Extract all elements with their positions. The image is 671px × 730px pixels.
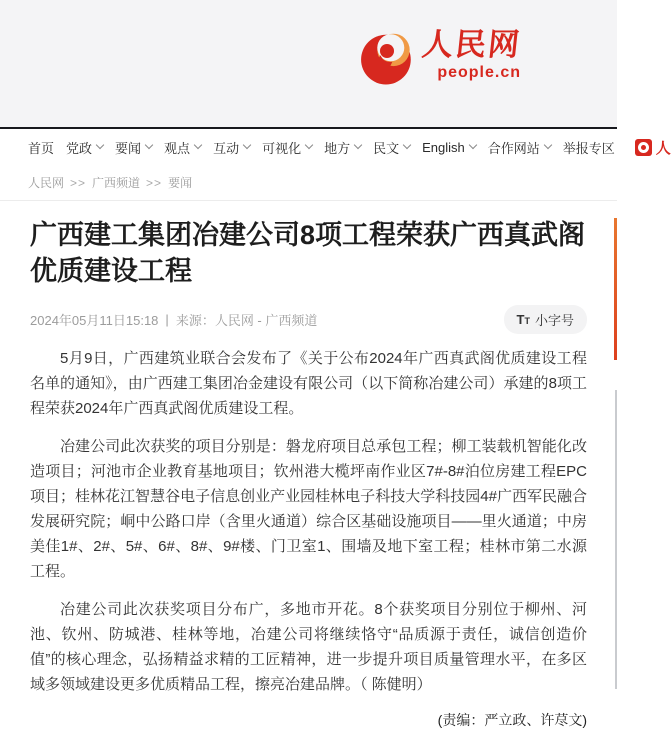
people-cn-mark-icon: [635, 139, 652, 156]
promo-label: 人: [655, 139, 671, 157]
nav-item-party-gov[interactable]: [66, 138, 103, 157]
nav-item-report-zone[interactable]: [563, 138, 615, 157]
breadcrumb-separator: >>: [146, 175, 163, 190]
breadcrumb: [0, 165, 617, 201]
nav-item-label: 可视化: [262, 140, 302, 156]
nav-item-label: 观点: [164, 140, 191, 156]
main-nav: [0, 127, 671, 165]
logo-text-en: people.cn: [437, 64, 521, 81]
breadcrumb-guangxi-channel[interactable]: 广西频道: [92, 176, 141, 190]
chevron-down-icon: [354, 141, 362, 149]
breadcrumb-people-cn[interactable]: 人民网: [28, 176, 65, 190]
nav-item-top-news[interactable]: [115, 138, 152, 157]
right-scrollbar-thumb[interactable]: [614, 218, 617, 360]
nav-item-label: 举报专区: [562, 140, 615, 156]
paragraph: 5月9日，广西建筑业联合会发布了《关于公布2024年广西真武阁优质建设工程名单的通知》，由广西建工集团冶金建设有限公司（以下简称冶建公司）承建的8项工程荣获2024年广西真武阁优质建设工程。: [30, 350, 587, 417]
logo-text-cn: 人民网: [420, 27, 523, 62]
nav-item-label: 民文: [373, 140, 400, 156]
nav-item-label: 互动: [213, 140, 240, 156]
people-app-promo[interactable]: [635, 137, 671, 158]
nav-item-label: 首页: [28, 140, 55, 156]
font-size-button[interactable]: [504, 305, 587, 334]
people-cn-logo-icon: [360, 28, 414, 88]
chevron-down-icon: [243, 141, 251, 149]
nav-item-interaction[interactable]: [213, 138, 250, 157]
nav-item-english[interactable]: [422, 140, 476, 155]
article-meta-row: [30, 305, 587, 334]
nav-item-local[interactable]: [324, 138, 361, 157]
site-header: [0, 0, 617, 127]
chevron-down-icon: [145, 141, 153, 149]
people-cn-logo[interactable]: [360, 28, 521, 88]
nav-item-label: 要闻: [115, 140, 142, 156]
article-title: 广西建工集团冶建公司8项工程荣获广西真武阁优质建设工程: [30, 220, 586, 286]
article-date: 2024年05月11日15:18: [30, 313, 159, 328]
nav-item-visualization[interactable]: [262, 138, 312, 157]
paragraph: 冶建公司此次获奖项目分布广，多地市开花。8个获奖项目分别位于柳州、河池、钦州、防城港、桂林等地，冶建公司将继续恪守“品质源于责任，诚信创造价值”的核心理念，弘扬精益求精的工匠精神，进一步提升项目质量管理水平，在多区域多领域建设更多优质精品工程，擦亮冶建品牌。（ 陈健明）: [30, 601, 587, 693]
right-scrollbar-track: [615, 390, 617, 689]
nav-item-minority-lang[interactable]: [373, 138, 410, 157]
meta-divider: |: [165, 312, 169, 327]
article-source: 来源：人民网 - 广西频道: [175, 313, 318, 328]
chevron-down-icon: [403, 141, 411, 149]
nav-item-label: 地方: [324, 140, 351, 156]
chevron-down-icon: [305, 141, 313, 149]
logo-text: [422, 28, 521, 82]
breadcrumb-separator: >>: [70, 175, 87, 190]
chevron-down-icon: [544, 141, 552, 149]
paragraph: 冶建公司此次获奖的项目分别是：磐龙府项目总承包工程；柳工装载机智能化改造项目；河池市企业教育基地项目；钦州港大榄坪南作业区7#-8#泊位房建工程EPC项目；桂林花江智慧谷电子信息创业产业园桂林电子科技大学科技园4#广西军民融合发展研究院；峒中公路口岸（含里火通道）综合区基础设施项目——里火通道；中房美佳1#、2#、5#、6#、8#、9#楼、门卫室1、围墙及地下室工程；桂林市第二水源工程。: [30, 438, 587, 580]
nav-item-opinions[interactable]: [164, 138, 201, 157]
article-meta: [30, 310, 317, 329]
font-size-icon: T T: [516, 312, 530, 327]
chevron-down-icon: [469, 141, 477, 149]
chevron-down-icon: [96, 141, 104, 149]
breadcrumb-top-news[interactable]: 要闻: [168, 176, 193, 190]
nav-item-home[interactable]: [28, 138, 54, 157]
nav-item-label: 合作网站: [487, 140, 540, 156]
article: [0, 217, 617, 730]
article-body: [30, 346, 587, 697]
font-size-button-label: 小字号: [534, 313, 574, 328]
nav-item-label: 党政: [66, 140, 93, 156]
nav-item-label: English: [422, 139, 465, 155]
chevron-down-icon: [194, 141, 202, 149]
editor-credit: (责编：严立政、许荩文): [437, 712, 587, 728]
nav-item-partner-sites[interactable]: [488, 138, 551, 157]
